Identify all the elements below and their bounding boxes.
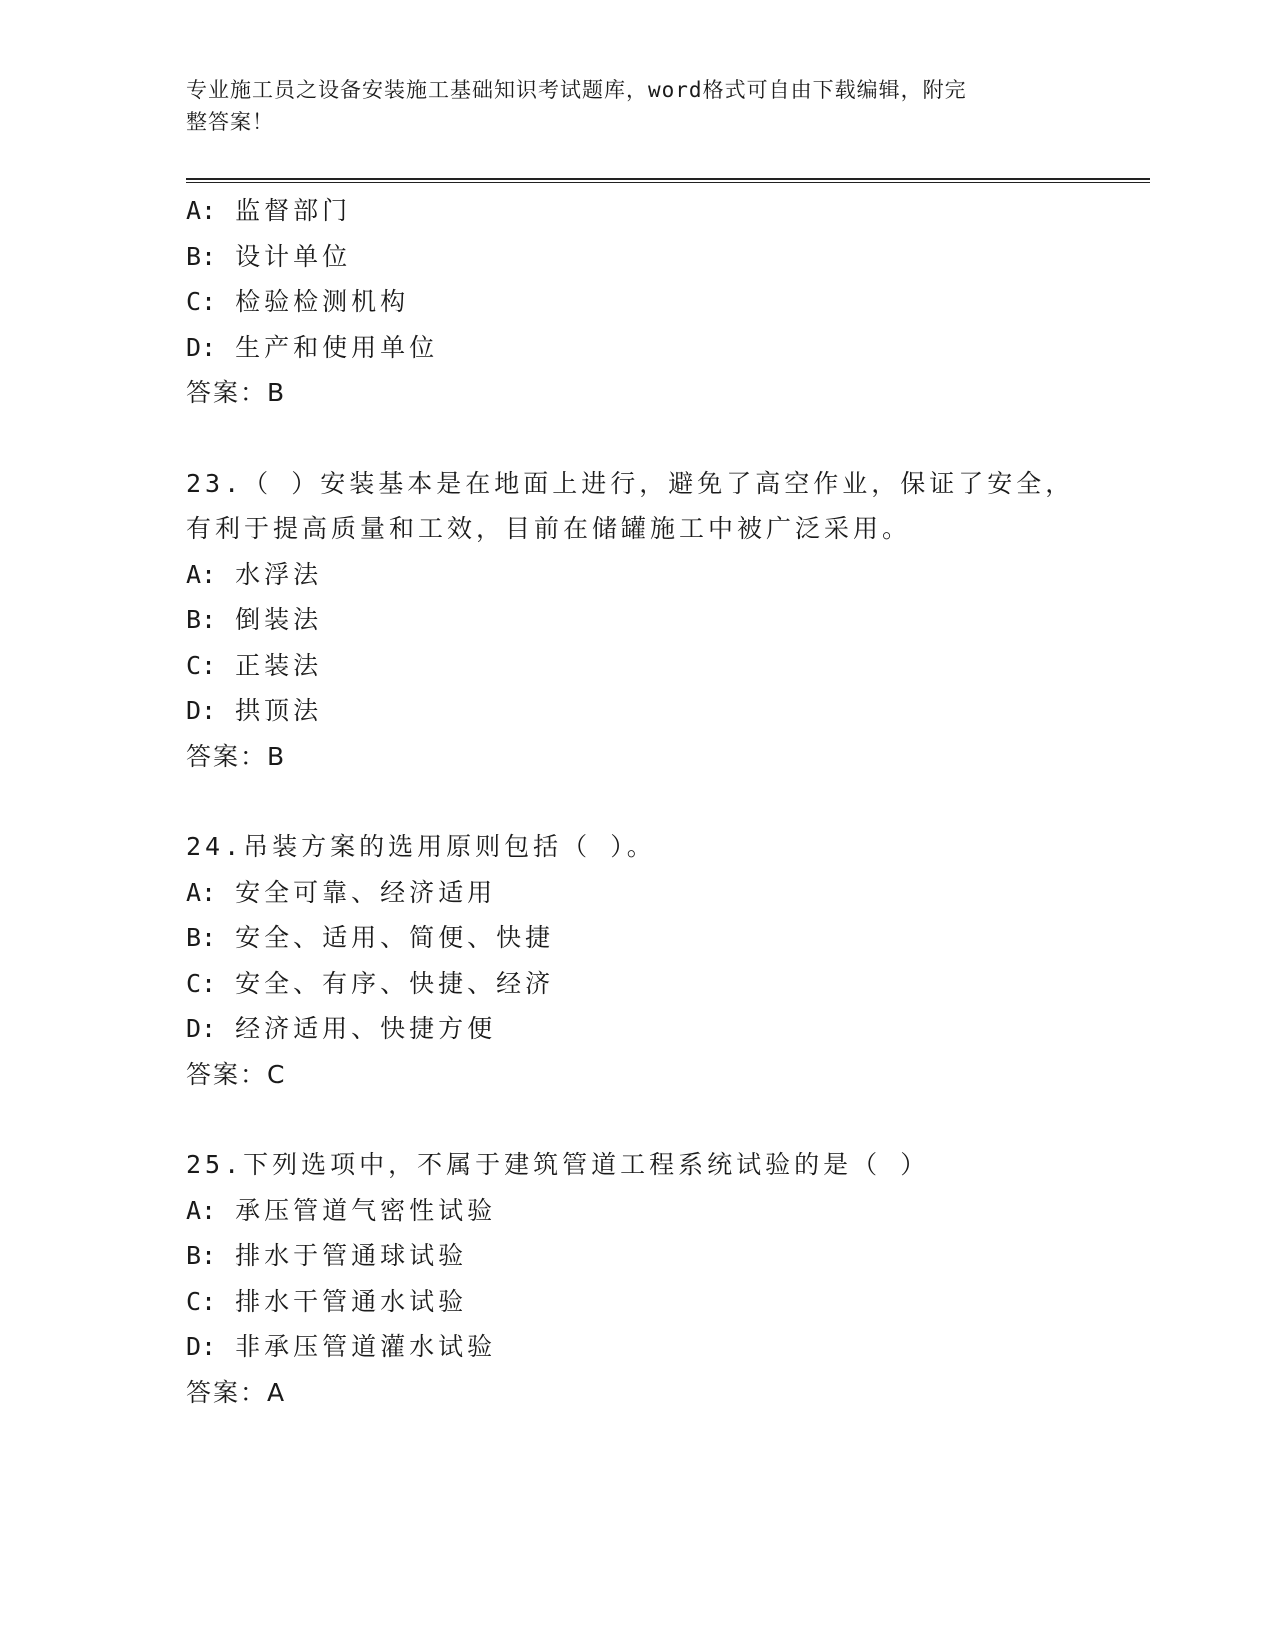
option-c: C: 正装法 — [186, 650, 323, 680]
option-c: C: 排水干管通水试验 — [186, 1286, 468, 1316]
question-block-23 — [186, 461, 1150, 780]
question-stem-line: 25.下列选项中，不属于建筑管道工程系统试验的是（ ） — [186, 1150, 930, 1179]
option-a: A: 承压管道气密性试验 — [186, 1195, 497, 1225]
header-line-2: 整答案！ — [186, 110, 274, 134]
option-c: C: 检验检测机构 — [186, 287, 410, 316]
option-d: D: 非承压管道灌水试验 — [186, 1332, 497, 1361]
option-d: D: 拱顶法 — [186, 696, 323, 725]
option-b: B: 倒装法 — [186, 605, 323, 634]
option-b: B: 排水于管通球试验 — [186, 1241, 468, 1270]
question-block-25 — [186, 1142, 1150, 1415]
option-d: D: 经济适用、快捷方便 — [186, 1014, 497, 1043]
option-c: C: 安全、有序、快捷、经济 — [186, 968, 555, 998]
spacer — [186, 1097, 1150, 1142]
header-divider — [186, 178, 1150, 183]
option-b: B: 安全、适用、简便、快捷 — [186, 923, 555, 952]
question-block-22 — [186, 188, 1150, 416]
option-d: D: 生产和使用单位 — [186, 332, 439, 362]
question-stem-line: 23.（ ）安装基本是在地面上进行，避免了高空作业，保证了安全， — [186, 468, 1075, 498]
header-line-1: 专业施工员之设备安装施工基础知识考试题库，word格式可自由下载编辑，附完 — [186, 78, 967, 102]
question-stem-line: 24.吊装方案的选用原则包括（ ）。 — [186, 832, 656, 861]
spacer — [186, 779, 1150, 824]
question-block-24 — [186, 824, 1150, 1097]
spacer — [186, 416, 1150, 461]
document-header — [186, 74, 1066, 138]
answer-line: 答案：C — [186, 1059, 287, 1089]
answer-line: 答案：B — [186, 378, 287, 407]
answer-line: 答案：A — [186, 1377, 287, 1407]
question-list — [186, 188, 1150, 1415]
question-stem-line: 有利于提高质量和工效，目前在储罐施工中被广泛采用。 — [186, 514, 912, 543]
option-a: A: 安全可靠、经济适用 — [186, 877, 497, 907]
option-b: B: 设计单位 — [186, 241, 352, 271]
option-a: A: 监督部门 — [186, 196, 352, 225]
option-a: A: 水浮法 — [186, 559, 323, 589]
answer-line: 答案：B — [186, 741, 287, 771]
